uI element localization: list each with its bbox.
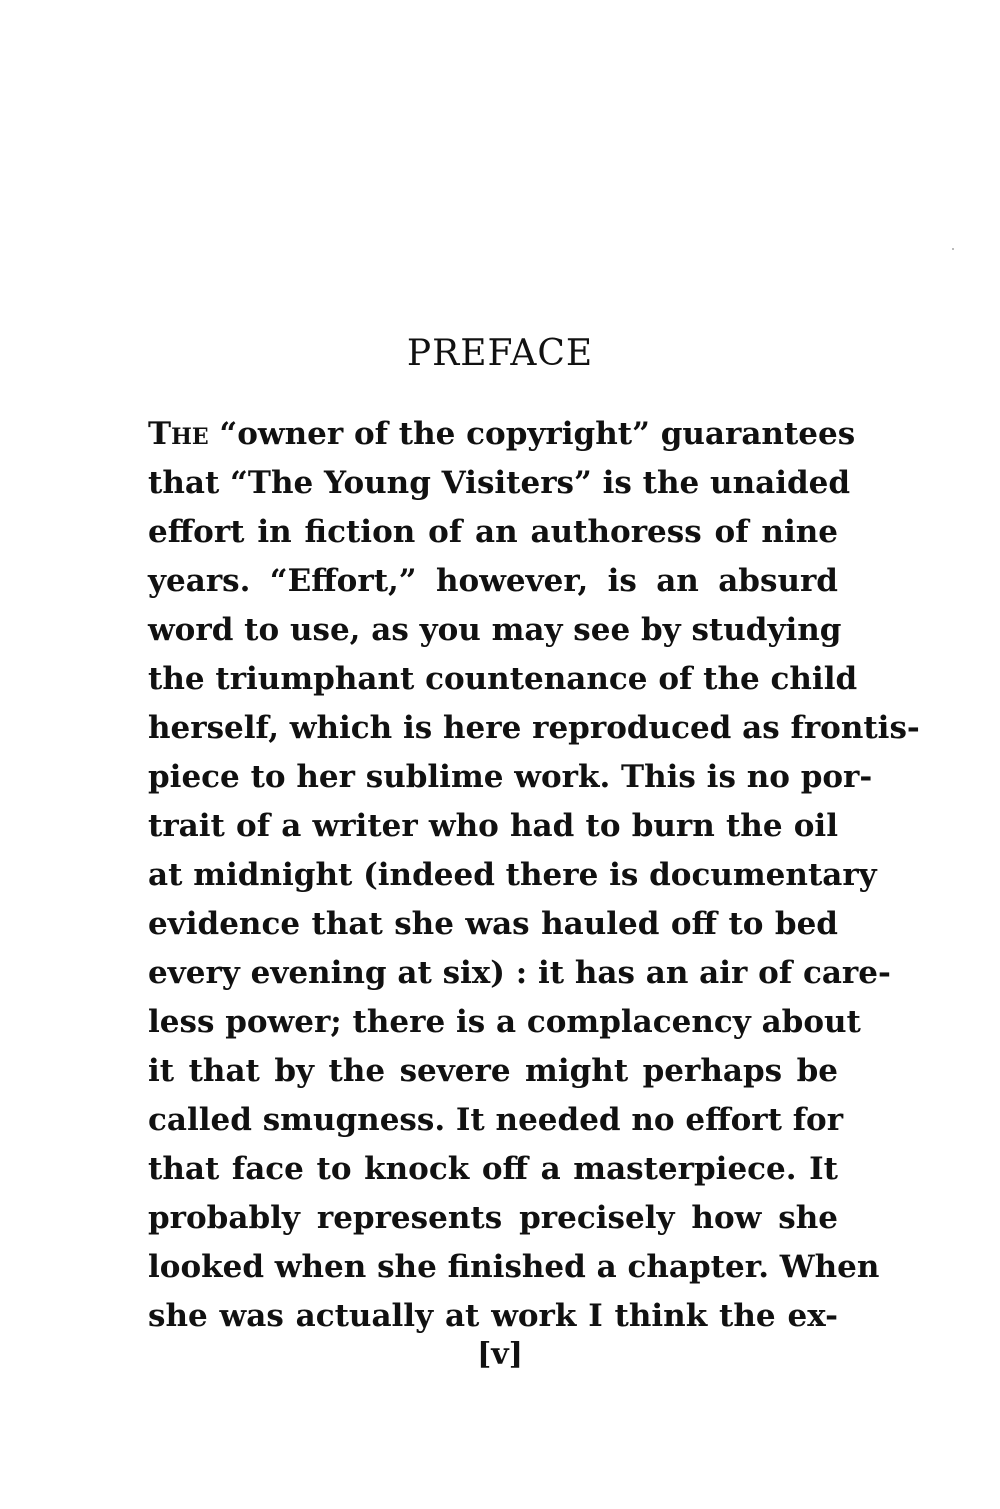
text-line-11: evidence that she was hauled off to bed [148, 906, 838, 942]
text-line-1-rest: “owner of the copyright” guarantees [219, 416, 856, 452]
text-line-1 [148, 410, 856, 459]
text-line-8: piece to her sublime work. This is no por- [148, 759, 873, 795]
text-line-3: effort in fiction of an authoress of nine [148, 514, 838, 550]
text-line-2: that “The Young Visiters” is the unaided [148, 465, 851, 501]
text-line-19: she was actually at work I think the ex- [148, 1298, 838, 1334]
text-line-13: less power; there is a complacency about [148, 1004, 861, 1040]
text-line-16: that face to knock off a masterpiece. It [148, 1151, 838, 1187]
text-line-9: trait of a writer who had to burn the oil [148, 808, 838, 844]
text-line-4: years. “Effort,” however, is an absurd [148, 563, 838, 599]
text-line-5: word to use, as you may see by studying [148, 612, 842, 648]
page-number: [v] [477, 1337, 523, 1372]
text-line-6: the triumphant countenance of the child [148, 661, 858, 697]
lead-word: The [148, 416, 209, 452]
text-line-17: probably represents precisely how she [148, 1200, 838, 1236]
text-line-10: at midnight (indeed there is documentary [148, 857, 877, 893]
text-line-12: every evening at six) : it has an air of care- [148, 955, 891, 991]
preface-body [148, 410, 920, 1341]
text-line-15: called smugness. It needed no effort for [148, 1102, 844, 1138]
text-line-18: looked when she finished a chapter. When [148, 1249, 880, 1285]
page-title: PREFACE [406, 333, 594, 374]
text-line-14: it that by the severe might perhaps be [148, 1053, 838, 1089]
scan-speck [952, 248, 954, 250]
text-line-7: herself, which is here reproduced as frontis- [148, 710, 920, 746]
